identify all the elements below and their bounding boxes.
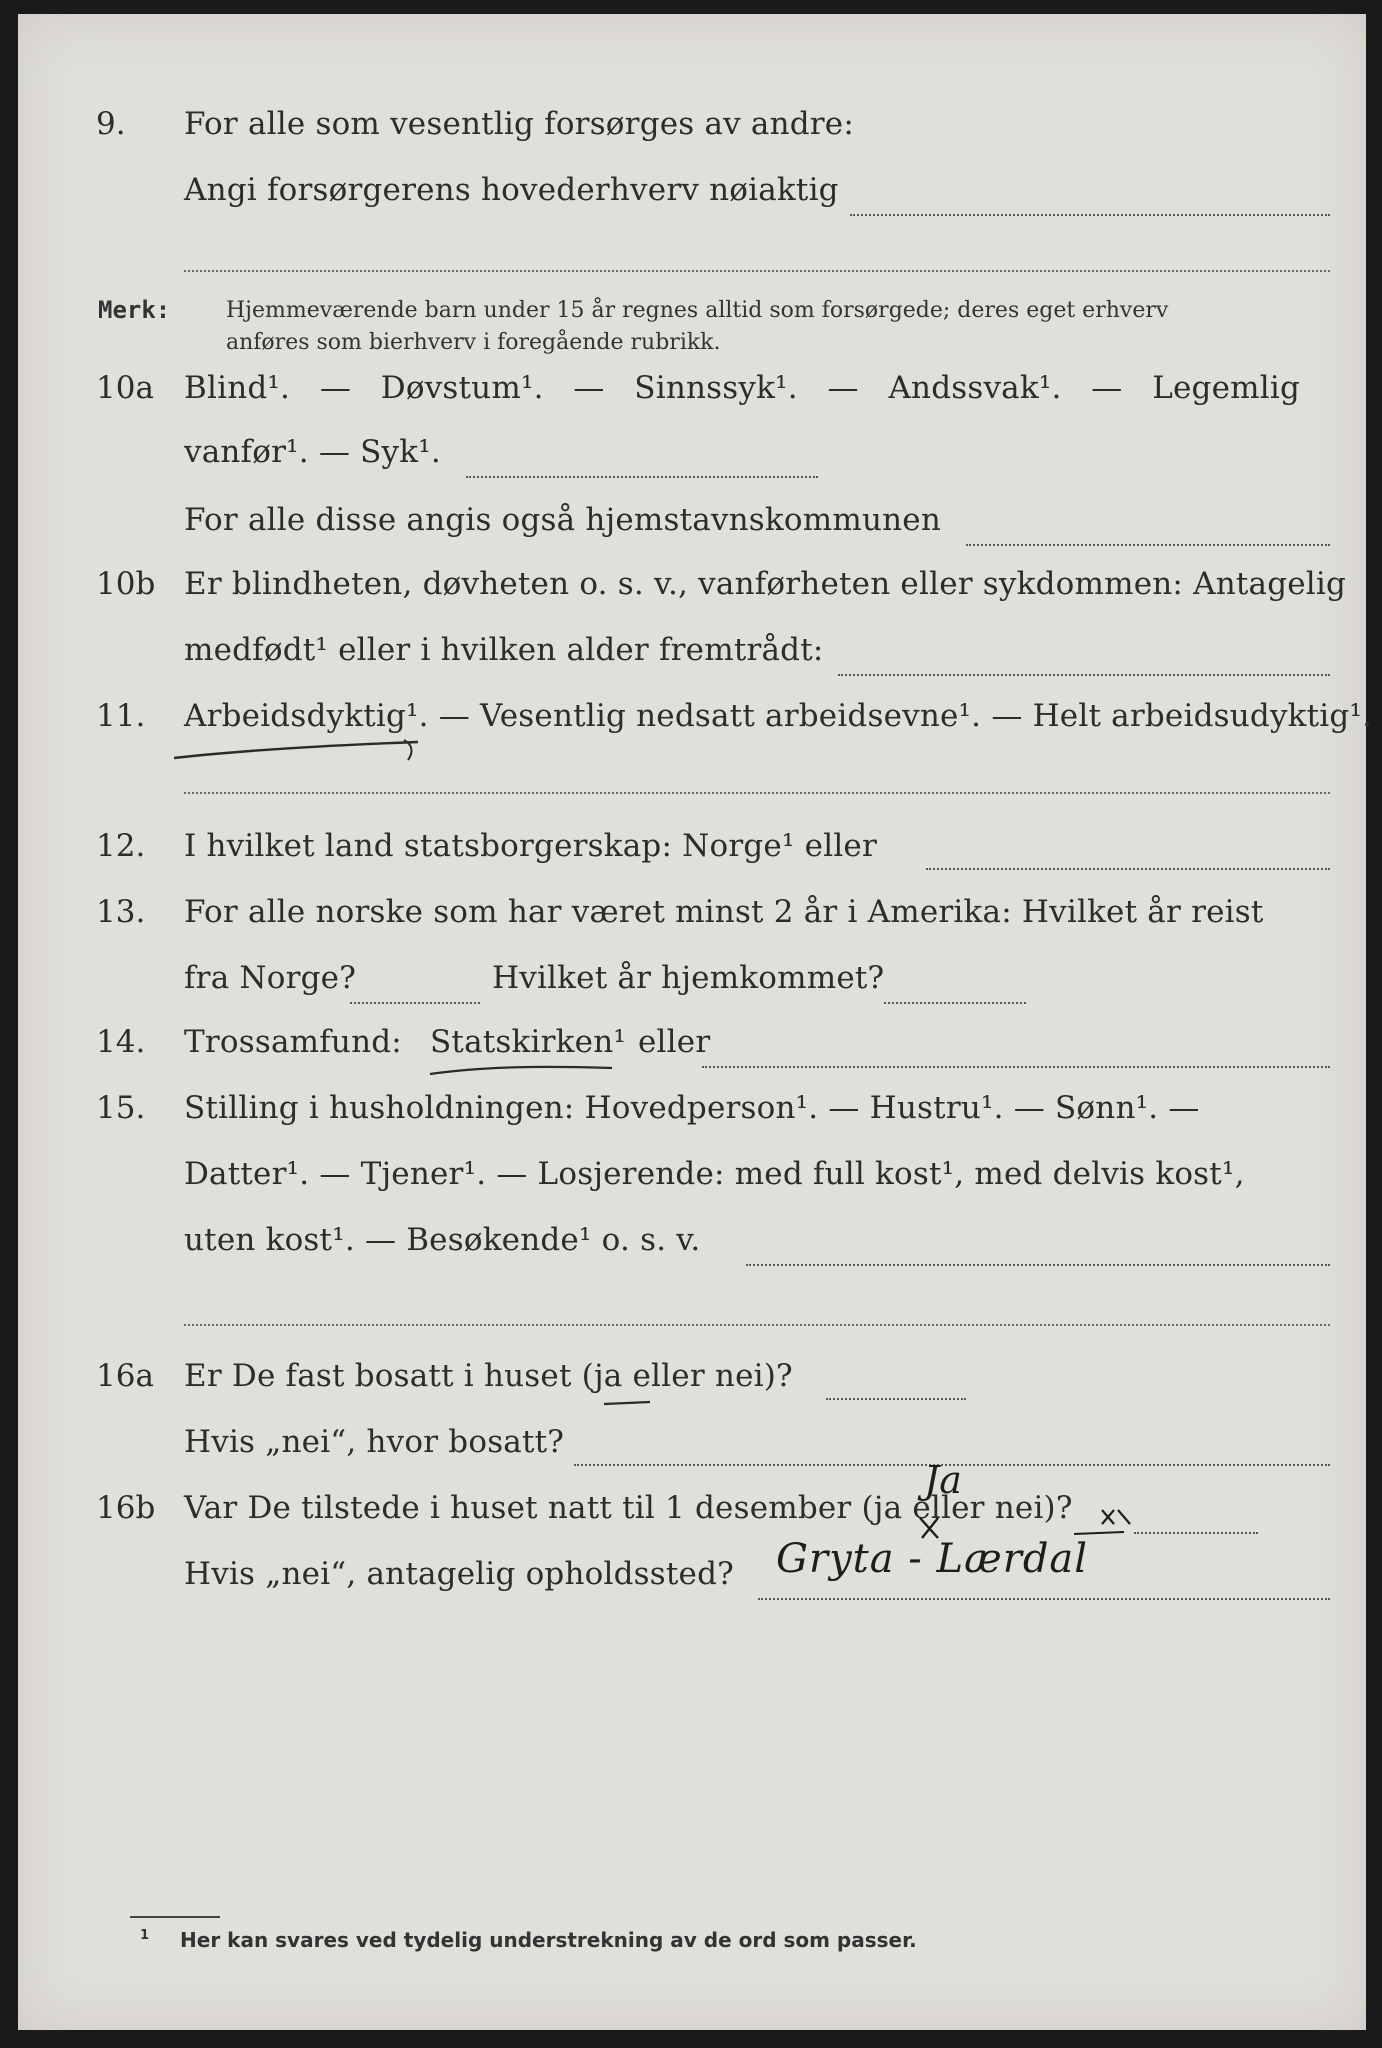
q13-hjemkommet-line[interactable] <box>884 1002 1026 1004</box>
q15-row-3 <box>18 1222 1366 1266</box>
q10a-text-3: For alle disse angis også hjemstavnskommunen <box>184 502 941 538</box>
q10a-andssvak: Andssvak¹. <box>888 370 1062 406</box>
q10a-answer-line[interactable] <box>466 476 818 478</box>
q16b-handwritten-place: Gryta - Lærdal <box>776 1536 1089 1582</box>
q14-number: 14. <box>96 1024 146 1060</box>
q10a-blind: Blind¹. <box>184 370 291 406</box>
merk-label: Merk: <box>98 296 171 324</box>
q10a-legemlig: Legemlig <box>1152 370 1300 406</box>
q10a-dash: — <box>1091 370 1123 406</box>
q13-text-2a: fra Norge? <box>184 960 357 996</box>
q11-arbeidsdyktig[interactable]: Arbeidsdyktig¹. <box>184 698 429 734</box>
q15-number: 15. <box>96 1090 146 1126</box>
q12-number: 12. <box>96 828 146 864</box>
q16b-number: 16b <box>96 1490 156 1526</box>
q16b-handwritten-ja: Ja <box>924 1458 962 1502</box>
q12-answer-line[interactable] <box>926 868 1330 870</box>
q11-handwritten-underline <box>168 732 428 766</box>
footnote-mark: 1 <box>140 1928 150 1944</box>
q16b-text-1: Var De tilstede i huset natt til 1 desember (ja eller nei)? <box>184 1490 1073 1526</box>
q15-text-2: Datter¹. — Tjener¹. — Losjerende: med full kost¹, med delvis kost¹, <box>184 1156 1245 1192</box>
q12-row <box>18 828 1366 872</box>
census-form-page <box>18 14 1373 2030</box>
q13-number: 13. <box>96 894 146 930</box>
q15-row <box>18 1090 1366 1134</box>
q10a-text-2: vanfør¹. — Syk¹. <box>184 434 441 470</box>
q14-row <box>18 1024 1366 1068</box>
q9-answer-line[interactable] <box>850 214 1330 216</box>
q11-number: 11. <box>96 698 146 734</box>
q13-text-1: For alle norske som har været minst 2 år i Amerika: Hvilket år reist <box>184 894 1264 930</box>
q9-number: 9. <box>96 106 126 142</box>
q13-reist-line[interactable] <box>350 1002 480 1004</box>
q16a-row-2 <box>18 1424 1366 1468</box>
q13-row-2 <box>18 960 1366 1004</box>
q16a-text-1: Er De fast bosatt i huset (ja eller nei)? <box>184 1358 793 1394</box>
q16a-row <box>18 1358 1366 1402</box>
q9-text-2: Angi forsørgerens hovederhverv nøiaktig <box>184 172 839 208</box>
q11-nedsatt[interactable]: — Vesentlig nedsatt arbeidsevne¹. <box>438 698 982 734</box>
q10a-row-3 <box>18 502 1366 546</box>
q16a-text-2: Hvis „nei“, hvor bosatt? <box>184 1424 565 1460</box>
q14-statskirken[interactable]: Statskirken¹ <box>430 1024 626 1060</box>
q15-answer-line-2[interactable] <box>184 1324 1330 1326</box>
q10a-dash: — <box>573 370 605 406</box>
footnote <box>140 1928 917 1952</box>
q15-answer-line[interactable] <box>746 1264 1330 1266</box>
q10b-text-2: medfødt¹ eller i hvilken alder fremtrådt: <box>184 632 824 668</box>
q15-text-3: uten kost¹. — Besøkende¹ o. s. v. <box>184 1222 701 1258</box>
q10b-row <box>18 566 1366 610</box>
q10a-text-1 <box>184 370 1300 406</box>
q10b-number: 10b <box>96 566 156 602</box>
q16b-row-2 <box>18 1556 1366 1600</box>
merk-text-2: anføres som bierhverv i foregående rubrikk. <box>226 330 721 355</box>
q9-answer-line-2[interactable] <box>184 270 1330 272</box>
q13-row <box>18 894 1366 938</box>
q10a-dash: — <box>827 370 859 406</box>
q11-text <box>184 698 1372 734</box>
footnote-text: Her kan svares ved tydelig understrekning av de ord som passer. <box>180 1928 917 1952</box>
q14-handwritten-underline <box>426 1060 616 1082</box>
q9-row <box>18 106 1366 150</box>
q11-udyktig[interactable]: — Helt arbeidsudyktig¹. <box>991 698 1373 734</box>
q15-row-2 <box>18 1156 1366 1200</box>
q16b-row <box>18 1490 1366 1534</box>
q12-text: I hvilket land statsborgerskap: Norge¹ eller <box>184 828 877 864</box>
q10a-dovstum: Døvstum¹. <box>380 370 544 406</box>
q10a-sinnssyk: Sinnssyk¹. <box>634 370 798 406</box>
q14-answer-line[interactable] <box>702 1066 1330 1068</box>
q10a-number: 10a <box>96 370 154 406</box>
q10a-row-2 <box>18 434 1366 478</box>
q16a-number: 16a <box>96 1358 154 1394</box>
q10a-dash: — <box>319 370 352 406</box>
merk-text-1: Hjemmeværende barn under 15 år regnes alltid som forsørgede; deres eget erhverv <box>226 298 1169 323</box>
q14-label: Trossamfund: <box>184 1024 402 1060</box>
q9-row-2 <box>18 172 1366 216</box>
q10b-text-1: Er blindheten, døvheten o. s. v., vanførheten eller sykdommen: Antagelig <box>184 566 1347 602</box>
q10a-hjemstavn-line[interactable] <box>966 544 1330 546</box>
q9-text-1: For alle som vesentlig forsørges av andre: <box>184 106 854 142</box>
q11-answer-line[interactable] <box>184 792 1330 794</box>
q16a-ja-underline <box>602 1396 654 1410</box>
footnote-divider <box>130 1916 220 1918</box>
q16b-opholdssted-line[interactable] <box>758 1598 1330 1600</box>
q14-eller: eller <box>638 1024 711 1060</box>
q15-text-1: Stilling i husholdningen: Hovedperson¹. — Hustru¹. — Sønn¹. — <box>184 1090 1200 1126</box>
q16b-text-2: Hvis „nei“, antagelig opholdssted? <box>184 1556 734 1592</box>
q10b-row-2 <box>18 632 1366 676</box>
q13-text-2b: Hvilket år hjemkommet? <box>492 960 885 996</box>
q10a-row <box>18 370 1366 414</box>
q16b-answer-line[interactable] <box>1134 1532 1258 1534</box>
q10b-answer-line[interactable] <box>838 674 1330 676</box>
q16a-answer-line[interactable] <box>826 1398 966 1400</box>
